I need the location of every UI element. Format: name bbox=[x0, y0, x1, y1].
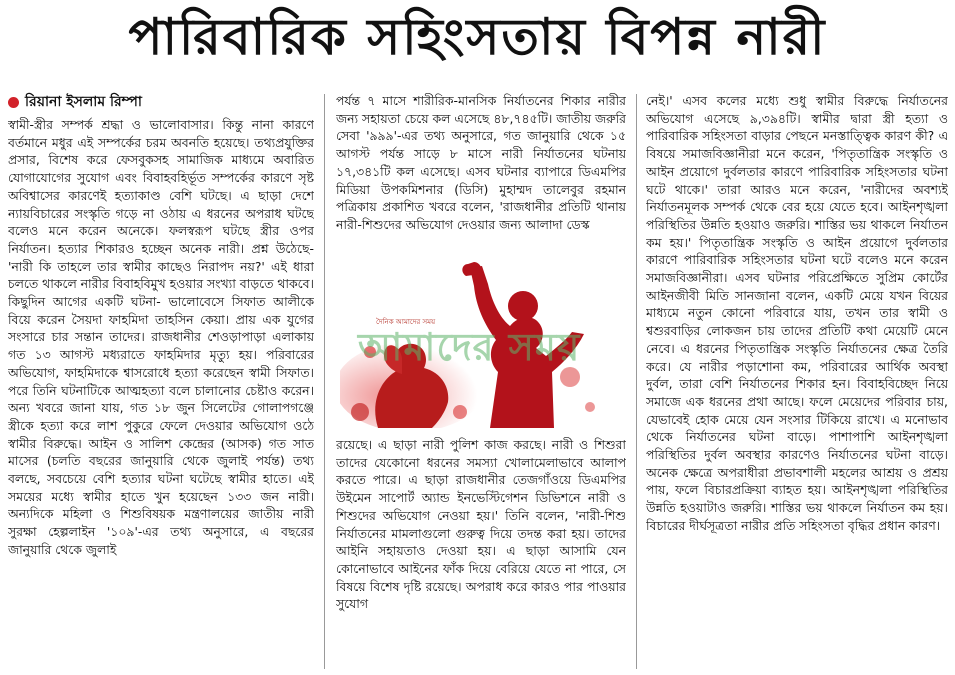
article-column-3 bbox=[646, 92, 948, 675]
bullet-dot-icon bbox=[8, 97, 19, 108]
article-column-2-top bbox=[336, 92, 626, 250]
article-column-1 bbox=[8, 92, 314, 675]
column-divider bbox=[324, 94, 325, 669]
author-name: রিয়ানা ইসলাম রিম্পা bbox=[25, 94, 142, 110]
byline bbox=[8, 92, 314, 112]
watermark-logo: আমাদের সময় bbox=[358, 325, 581, 369]
watermark-small-text: দৈনিক আমাদের সময় bbox=[376, 318, 436, 326]
article-illustration bbox=[340, 262, 625, 428]
article-text: রয়েছে। এ ছাড়া নারী পুলিশ কাজ করছে। নারী ও শিশুরা তাদের যেকোনো ধরনের সমস্যা খোলামেলাভাবে আলাপ করতে পারে। এ ছাড়া রাজধানীর তেজগাঁওয়ে ডিএমপির উইমেন সাপোর্ট অ্যান্ড ইনভেস্টিগেশন ডিভিশনে নারী ও শিশুদের অভিযোগ নেওয়া হয়।' তিনি বলেন, 'নারী-শিশু নির্যাতনের মামলাগুলো গুরুত্ব দিয়ে তদন্ত করা হয়। তাদের আইনি সহায়তাও দেওয়া হয়। এ ছাড়া আসামি যেন কোনোভাবে আইনের ফাঁক দিয়ে বেরিয়ে যেতে না পারে, সে বিষয়ে বিশেষ দৃষ্টি রয়েছে। অপরাধ করে কারও পার পাওয়ার সুযোগ bbox=[336, 437, 626, 612]
article-text: স্বামী-স্ত্রীর সম্পর্ক শ্রদ্ধা ও ভালোবাসার। কিন্তু নানা কারণে বর্তমানে মধুর এই সম্পর্কের চরম অবনতি হয়েছে। তথ্যপ্রযুক্তির প্রসার, বিশেষ করে ফেসবুকসহ সামাজিক মাধ্যমে অবারিত যোগাযোগের সুযোগ এবং বিবাহবহির্ভূত সম্পর্কের কারণে সৃষ্ট অবিশ্বাসের কারণেই হত্যাকাণ্ড বেশি ঘটছে। এ ছাড়া দেশে ন্যায়বিচারের সংস্কৃতি গড়ে না ওঠায় এ ধরনের অপরাধ ঘটছে বলেও মনে করেন অনেকে। ফলস্বরূপ ঘটছে স্ত্রীর ওপর নির্যাতন। হত্যার শিকারও হচ্ছেন অনেক নারী। প্রশ্ন উঠেছে- 'নারী কি তাহলে তার স্বামীর কাছেও নিরাপদ নয়?' এই ধারা চলতে থাকলে নারীর বিবাহবিমুখ হওয়ার সংখ্যা বাড়তে থাকবে। কিছুদিন আগের একটি ঘটনা- ভালোবেসে সিফাত আলীকে বিয়ে করেন সৈয়দা ফাহমিদা তাহসিন কেয়া। প্রায় এক যুগের সংসারে চার সন্তান তাদের। রাজধানীর শেওড়াপাড়া এলাকায় গত ১৩ আগস্ট মধ্যরাতে ফাহমিদার মৃত্যু হয়। পরিবারের অভিযোগ, ফাহমিদাকে শ্বাসরোধে হত্যা করেছেন স্বামী সিফাত। পরে তিনি ঘটনাটিকে আত্মহত্যা বলে চালানোর চেষ্টাও করেন। অন্য খবরে জানা যায়, গত ১৮ জুন সিলেটের গোলাপগঞ্জে স্ত্রীকে হত্যা করে লাশ পুকুরে ফেলে দেওয়ার অভিযোগ ওঠে স্বামীর বিরুদ্ধে। আইন ও সালিশ কেন্দ্রের (আসক) গত সাত মাসের (চলতি বছরের জানুয়ারি থেকে জুলাই পর্যন্ত) তথ্য বলছে, সবচেয়ে বেশি হত্যার ঘটনা ঘটেছে স্বামীর হাতে। এই সময়ের মধ্যে স্বামীর হাতে খুন হয়েছেন ১৩৩ জন নারী। অন্যদিকে মহিলা ও শিশুবিষয়ক মন্ত্রণালয়ের জাতীয় নারী সুরক্ষা হেল্পলাইন '১০৯'-এর তথ্য অনুসারে, এ বছরের জানুয়ারি থেকে জুলাই bbox=[8, 117, 314, 557]
article-column-2-bottom bbox=[336, 436, 626, 674]
column-divider bbox=[636, 94, 637, 669]
article-text: নেই।' এসব কলের মধ্যে শুধু স্বামীর বিরুদ্ধে নির্যাতনের অভিযোগ এসেছে ৯,৩৯৪টি। স্বামীর দ্বারা স্ত্রী হত্যা ও পারিবারিক সহিংসতা বাড়ার পেছনে মনস্তাত্ত্বিক কারণ কী? এ বিষয়ে সমাজবিজ্ঞানীরা মনে করেন, 'পিতৃতান্ত্রিক সংস্কৃতি ও আইন প্রয়োগে দুর্বলতার কারণে পারিবারিক সহিংসতার ঘটনা ঘটে থাকে।' তারা আরও মনে করেন, 'নারীদের অবশ্যই নির্যাতনমূলক সম্পর্ক থেকে বের হয়ে যেতে হবে। আইনশৃঙ্খলা পরিস্থিতির উন্নতি হওয়াও জরুরি। শাস্তির ভয় থাকলে নির্যাতন কম হয়।' পিতৃতান্ত্রিক সংস্কৃতি ও আইন প্রয়োগে দুর্বলতার কারণে পারিবারিক সহিংসতার ঘটনা ঘটে বলেও মনে করেন সমাজবিজ্ঞানীরা। এসব ঘটনার পরিপ্রেক্ষিতে সুপ্রিম কোর্টের আইনজীবী মিতি সানজানা বলেন, একটি মেয়ে যখন বিয়ের মাধ্যমে নতুন কোনো পরিবারে যায়, তখন তার স্বামী ও শ্বশুরবাড়ির লোকজন চায় তাদের প্রতিটি কথা মেয়েটি মেনে নেবে। এ ধরনের পিতৃতান্ত্রিক সংস্কৃতি নির্যাতনের ক্ষেত্র তৈরি করে। যে নারীর পড়াশোনা কম, পরিবারের আর্থিক অবস্থা দুর্বল, তারা বেশি নির্যাতনের শিকার হন। বিবাহবিচ্ছেদ নিয়ে সমাজে এক ধরনের প্রথা আছে। ফলে মেয়েদের পরিবার চায়, যেভাবেই হোক মেয়ে যেন সংসার টিকিয়ে রাখে। এ মনোভাব থেকে নির্যাতনের ঘটনা বাড়ে। পাশাপাশি আইনশৃঙ্খলা পরিস্থিতির দুর্বল অবস্থার কারণেও নির্যাতনের ঘটনা বাড়ে। অনেক ক্ষেত্রে অপরাধীরা প্রভাবশালী মহলের আশ্রয় ও প্রশ্রয় পায়, ফলে বিচারপ্রক্রিয়া ব্যাহত হয়। আইনশৃঙ্খলা পরিস্থিতির উন্নতি হওয়াটাও জরুরি। শাস্তির ভয় থাকলে নির্যাতন কম হয়। বিচারের দীর্ঘসূত্রতা নারীর প্রতি সহিংসতা বৃদ্ধির প্রধান কারণ। bbox=[646, 93, 948, 533]
article-text: পর্যন্ত ৭ মাসে শারীরিক-মানসিক নির্যাতনের শিকার নারীর জন্য সহায়তা চেয়ে কল এসেছে ৪৮,৭৪৫টি। জাতীয় জরুরি সেবা '৯৯৯'-এর তথ্য অনুসারে, গত জানুয়ারি থেকে ১৫ আগস্ট পর্যন্ত সাড়ে ৮ মাসে নারী নির্যাতনের ঘটনায় ১৭,৩৪১টি কল এসেছে। এসব ঘটনার ব্যাপারে ডিএমপির মিডিয়া উপকমিশনার (ডিসি) মুহাম্মদ তালেবুর রহমান পত্রিকায় প্রকাশিত খবরে বলেন, 'রাজধানীর প্রতিটি থানায় নারী-শিশুদের অভিযোগ দেওয়ার জন্য আলাদা ডেস্ক bbox=[336, 93, 626, 232]
headline: পারিবারিক সহিংসতায় বিপন্ন নারী bbox=[128, 7, 827, 66]
